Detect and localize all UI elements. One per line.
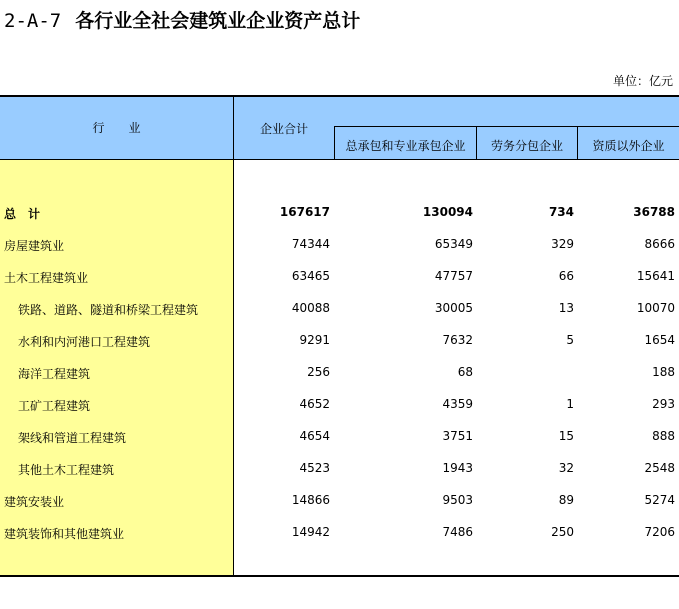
table-row xyxy=(0,426,679,446)
table-title: 各行业全社会建筑业企业资产总计 xyxy=(75,10,361,32)
table-row xyxy=(0,266,679,286)
cell-general: 30005 xyxy=(434,301,473,315)
cell-labor: 89 xyxy=(558,493,574,507)
row-industry-name: 工矿工程建筑 xyxy=(18,399,91,413)
cell-labor: 15 xyxy=(558,429,574,443)
column-header-general: 总承包和专业承包企业 xyxy=(345,139,466,153)
subheader-rule xyxy=(334,126,679,127)
cell-general: 7486 xyxy=(442,525,473,539)
data-table xyxy=(0,95,679,577)
cell-other: 8666 xyxy=(644,237,675,251)
row-industry-name: 其他土木工程建筑 xyxy=(18,463,115,477)
row-industry-name: 总 计 xyxy=(4,207,41,221)
cell-general: 7632 xyxy=(442,333,473,347)
column-header-industry: 行 业 xyxy=(92,121,141,135)
table-row xyxy=(0,330,679,350)
table-row xyxy=(0,522,679,542)
cell-general: 1943 xyxy=(442,461,473,475)
cell-total: 256 xyxy=(307,365,330,379)
table-row xyxy=(0,298,679,318)
cell-labor: 250 xyxy=(551,525,574,539)
cell-total: 74344 xyxy=(291,237,330,251)
cell-total: 9291 xyxy=(299,333,330,347)
cell-other: 7206 xyxy=(644,525,675,539)
cell-other: 188 xyxy=(652,365,675,379)
cell-general: 68 xyxy=(457,365,473,379)
row-industry-name: 建筑安装业 xyxy=(4,495,65,509)
table-top-rule xyxy=(0,95,679,97)
cell-other: 2548 xyxy=(644,461,675,475)
cell-labor: 66 xyxy=(558,269,574,283)
cell-labor: 32 xyxy=(558,461,574,475)
cell-general: 4359 xyxy=(442,397,473,411)
table-row xyxy=(0,458,679,478)
cell-total: 14866 xyxy=(291,493,330,507)
cell-general: 9503 xyxy=(442,493,473,507)
unit-label: 单位：亿元 xyxy=(612,74,673,88)
page-title xyxy=(4,6,360,33)
cell-total: 14942 xyxy=(291,525,330,539)
cell-total: 4652 xyxy=(299,397,330,411)
cell-total: 4523 xyxy=(299,461,330,475)
table-bottom-rule xyxy=(0,575,679,577)
table-row xyxy=(0,234,679,254)
cell-other: 293 xyxy=(652,397,675,411)
table-code: 2-A-7 xyxy=(4,10,62,32)
row-industry-name: 建筑装饰和其他建筑业 xyxy=(4,527,125,541)
row-industry-name: 铁路、道路、隧道和桥梁工程建筑 xyxy=(18,303,199,317)
table-row xyxy=(0,394,679,414)
cell-other: 1654 xyxy=(644,333,675,347)
cell-general: 65349 xyxy=(434,237,473,251)
column-header-total: 企业合计 xyxy=(259,122,308,136)
cell-other: 15641 xyxy=(636,269,675,283)
cell-other: 10070 xyxy=(636,301,675,315)
table-row xyxy=(0,362,679,382)
cell-labor: 1 xyxy=(566,397,574,411)
cell-labor: 5 xyxy=(566,333,574,347)
table-row xyxy=(0,490,679,510)
column-header-labor: 劳务分包企业 xyxy=(490,139,563,153)
row-industry-name: 架线和管道工程建筑 xyxy=(18,431,127,445)
cell-other: 888 xyxy=(652,429,675,443)
column-header-other: 资质以外企业 xyxy=(592,139,665,153)
cell-labor: 329 xyxy=(551,237,574,251)
row-industry-name: 土木工程建筑业 xyxy=(4,271,89,285)
cell-total: 40088 xyxy=(291,301,330,315)
cell-total: 4654 xyxy=(299,429,330,443)
cell-general: 130094 xyxy=(422,205,473,219)
cell-general: 47757 xyxy=(434,269,473,283)
cell-general: 3751 xyxy=(442,429,473,443)
table-row xyxy=(0,202,679,222)
cell-labor: 13 xyxy=(558,301,574,315)
row-industry-name: 房屋建筑业 xyxy=(4,239,65,253)
cell-labor: 734 xyxy=(548,205,574,219)
cell-total: 63465 xyxy=(291,269,330,283)
cell-other: 36788 xyxy=(633,205,675,219)
cell-total: 167617 xyxy=(279,205,330,219)
row-industry-name: 水利和内河港口工程建筑 xyxy=(18,335,151,349)
row-industry-name: 海洋工程建筑 xyxy=(18,367,91,381)
cell-other: 5274 xyxy=(644,493,675,507)
